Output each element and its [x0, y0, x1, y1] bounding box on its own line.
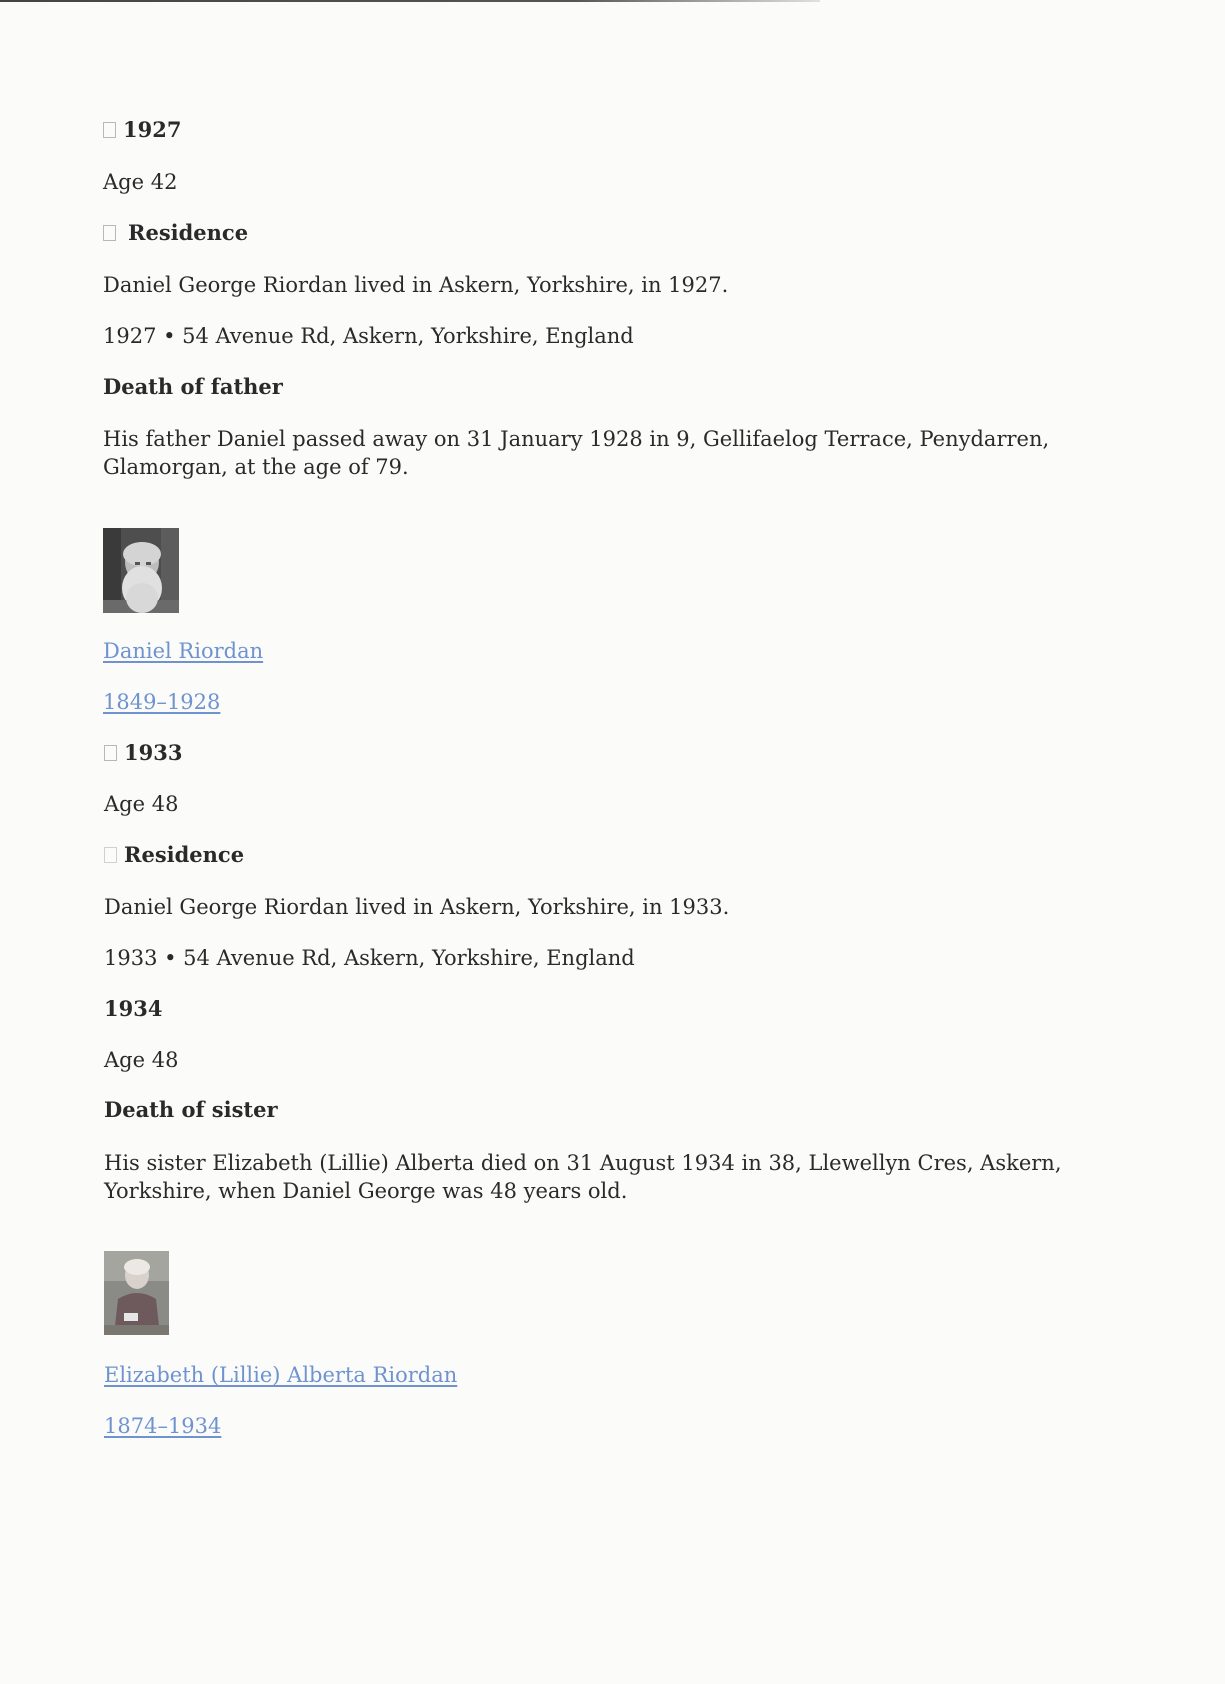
age-label: Age 48 [104, 1048, 179, 1072]
person-dates[interactable]: 1849–1928 [103, 690, 221, 714]
year-heading-1927 [103, 116, 181, 144]
event-description: His father Daniel passed away on 31 January 1928 in 9, Gellifaelog Terrace, Penydarren, Glamorgan, at the age of 79. [103, 427, 1050, 479]
checkbox-icon [104, 847, 117, 863]
event-detail: 1933 • 54 Avenue Rd, Askern, Yorkshire, England [104, 946, 635, 970]
event-heading-death-of-father: Death of father [103, 374, 283, 399]
checkbox-icon [103, 225, 116, 241]
person-name-link[interactable] [103, 637, 263, 665]
portrait-photo-icon [103, 528, 179, 613]
portrait-photo-icon [104, 1251, 169, 1335]
year-heading-1934: 1934 [104, 996, 163, 1021]
event-heading-death-of-sister: Death of sister [104, 1097, 278, 1122]
person-name[interactable]: Daniel Riordan [103, 639, 264, 663]
person-dates[interactable]: 1874–1934 [104, 1414, 222, 1438]
event-title: Residence [124, 842, 245, 867]
elizabeth-riordan-photo[interactable] [104, 1251, 169, 1335]
year-heading-1933 [104, 739, 182, 767]
year-label: 1927 [123, 117, 182, 142]
year-label: 1933 [124, 740, 183, 765]
event-heading-residence-1927 [103, 219, 248, 247]
age-label: Age 48 [104, 792, 179, 816]
person-name-link[interactable] [104, 1361, 457, 1389]
event-description: Daniel George Riordan lived in Askern, Yorkshire, in 1933. [104, 895, 730, 919]
scan-edge [0, 0, 820, 2]
event-detail: 1927 • 54 Avenue Rd, Askern, Yorkshire, England [103, 324, 634, 348]
event-heading-residence-1933 [104, 841, 244, 869]
age-label: Age 42 [103, 170, 178, 194]
event-description: His sister Elizabeth (Lillie) Alberta died on 31 August 1934 in 38, Llewellyn Cres, Askern, Yorkshire, when Daniel George was 48 years old. [104, 1151, 1062, 1203]
person-dates-link[interactable] [103, 688, 220, 716]
checkbox-icon [104, 745, 117, 761]
event-title: Residence [128, 220, 249, 245]
checkbox-icon [103, 122, 116, 138]
daniel-riordan-photo[interactable] [103, 528, 179, 613]
person-name[interactable]: Elizabeth (Lillie) Alberta Riordan [104, 1363, 458, 1387]
person-dates-link[interactable] [104, 1412, 221, 1440]
event-description: Daniel George Riordan lived in Askern, Yorkshire, in 1927. [103, 273, 729, 297]
